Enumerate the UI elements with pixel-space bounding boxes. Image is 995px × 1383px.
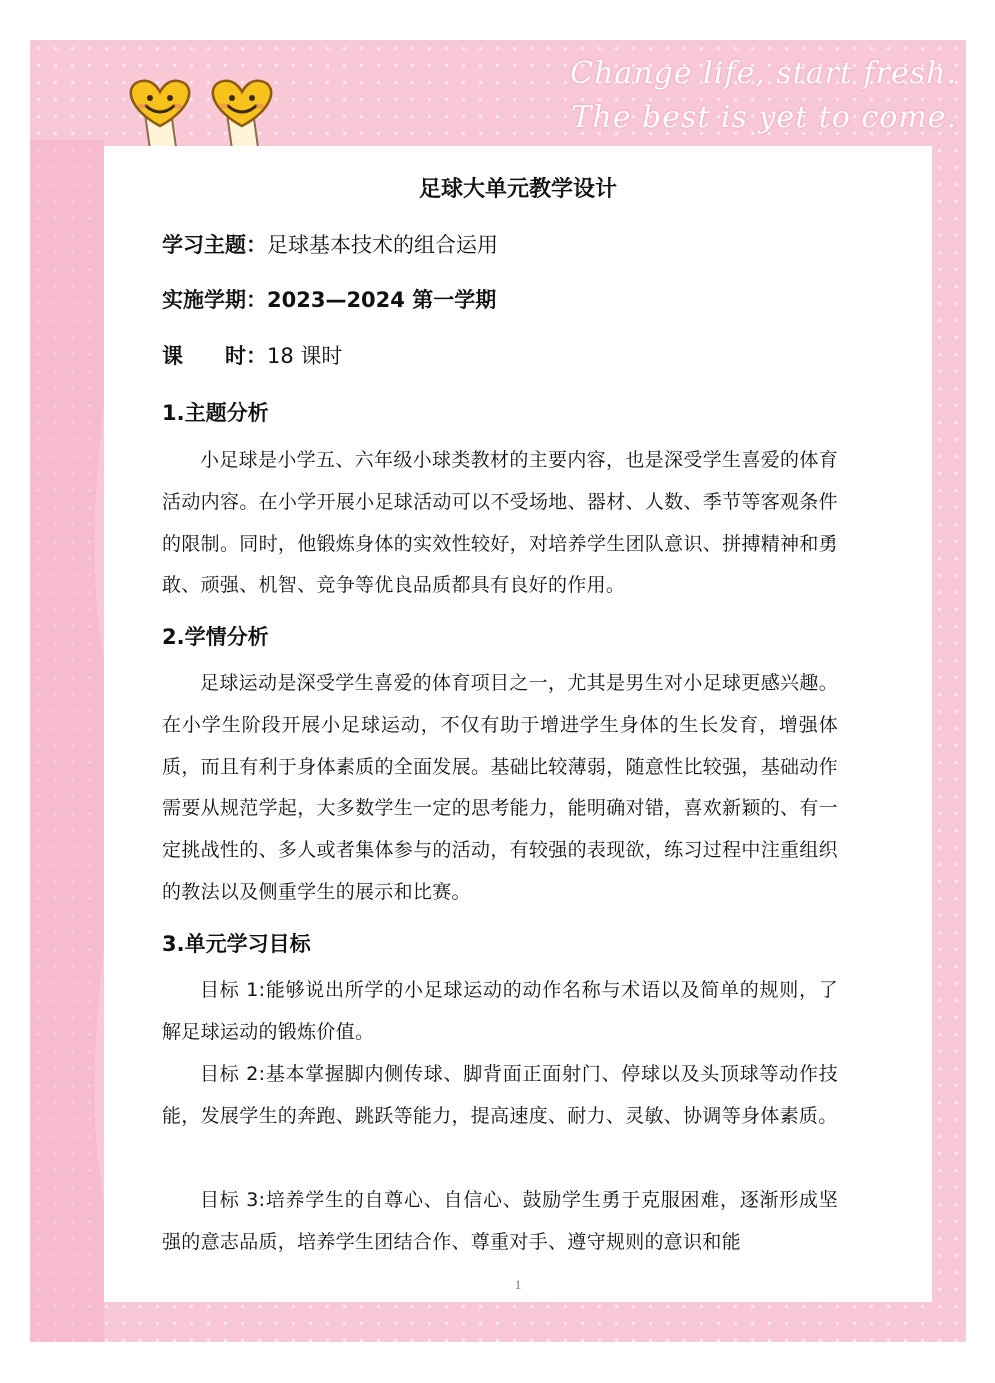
meta-value: 18 课时	[267, 344, 343, 368]
paragraph: 足球运动是深受学生喜爱的体育项目之一，尤其是男生对小足球更感兴趣。在小学生阶段开展小足球运动，不仅有助于增进学生身体的生长发育，增强体质，而且有利于身体素质的全面发展。基础比较薄弱，随意性比较强，基础动作需要从规范学起，大多数学生一定的思考能力，能明确对错，喜欢新颖的、有一定挑战性的、多人或者集体参与的活动，有较强的表现欲，练习过程中注重组织的教法以及侧重学生的展示和比赛。	[162, 672, 838, 903]
section-heading: 1.主题分析	[162, 401, 269, 425]
slogan-line-2: The best is yet to come.	[571, 100, 957, 135]
section-heading: 2.学情分析	[162, 625, 269, 649]
section-heading: 3.单元学习目标	[162, 932, 311, 956]
meta-label: 课 时：	[162, 344, 267, 368]
meta-value: 2023—2024 第一学期	[267, 288, 497, 312]
paragraph: 目标 1:能够说出所学的小足球运动的动作名称与术语以及简单的规则，了解足球运动的锻炼价值。	[162, 979, 838, 1043]
meta-label: 实施学期：	[162, 288, 267, 312]
paragraph: 目标 3:培养学生的自尊心、自信心、鼓励学生勇于克服困难，逐渐形成坚强的意志品质，培养学生团结合作、尊重对手、遵守规则的意识和能	[162, 1189, 838, 1253]
meta-semester	[162, 284, 496, 314]
meta-label: 学习主题：	[162, 233, 267, 257]
paragraph: 小足球是小学五、六年级小球类教材的主要内容，也是深受学生喜爱的体育活动内容。在小学开展小足球活动可以不受场地、器材、人数、季节等客观条件的限制。同时，他锻炼身体的实效性较好，对培养学生团队意识、拼搏精神和勇敢、顽强、机智、竞争等优良品质都具有良好的作用。	[162, 449, 838, 597]
paragraph: 目标 2:基本掌握脚内侧传球、脚背面正面射门、停球以及头顶球等动作技能，发展学生的奔跑、跳跃等能力，提高速度、耐力、灵敏、协调等身体素质。	[162, 1063, 838, 1127]
page-number: 1	[514, 1277, 522, 1292]
slogan-line-1: Change life, start fresh.	[570, 56, 957, 91]
meta-value: 足球基本技术的组合运用	[267, 233, 498, 257]
document-title: 足球大单元教学设计	[418, 177, 617, 202]
meta-topic	[162, 229, 498, 259]
meta-hours	[162, 340, 342, 370]
